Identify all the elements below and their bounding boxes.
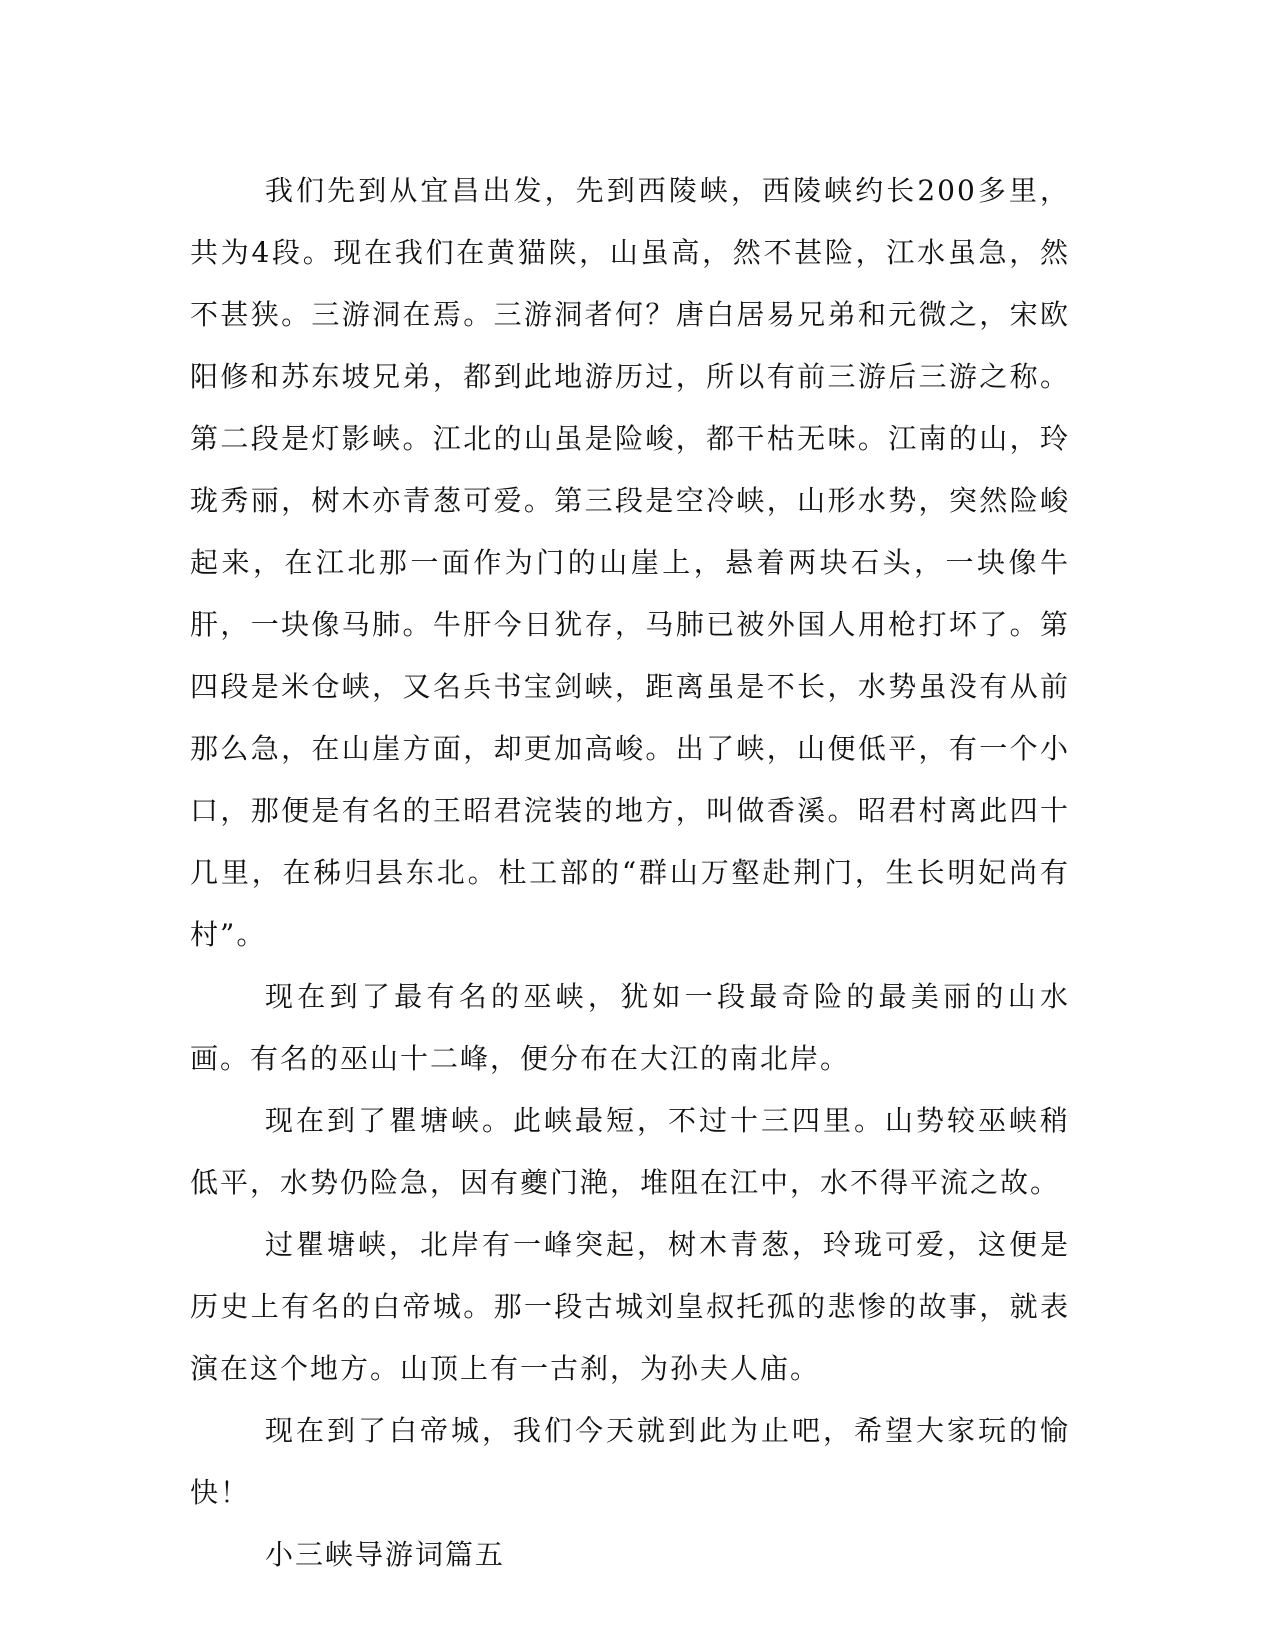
paragraph-qutang-gorge: 现在到了瞿塘峡。此峡最短，不过十三四里。山势较巫峡稍低平，水势仍险急，因有夔门滟，堆阻在江中，水不得平流之故。 [190,1104,1070,1199]
paragraph-xiling-gorge: 我们先到从宜昌出发，先到西陵峡，西陵峡约长200多里，共为4段。现在我们在黄猫陕，山虽高，然不甚险，江水虽急，然不甚狭。三游洞在焉。三游洞者何？唐白居易兄弟和元微之，宋欧阳修和苏东坡兄弟，都到此地游历过，所以有前三游后三游之称。第二段是灯影峡。江北的山虽是险峻，都干枯无味。江南的山，玲珑秀丽，树木亦青葱可爱。第三段是空冷峡，山形水势，突然险峻起来，在江北那一面作为门的山崖上，悬着两块石头，一块像牛肝，一块像马肺。牛肝今日犹存，马肺已被外国人用枪打坏了。第四段是米仓峡，又名兵书宝剑峡，距离虽是不长，水势虽没有从前那么急，在山崖方面，却更加高峻。出了峡，山便低平，有一个小口，那便是有名的王昭君浣装的地方，叫做香溪。昭君村离此四十几里，在秭归县东北。杜工部的“群山万壑赴荆门，生长明妃尚有村”。 [190,174,1070,951]
paragraph-closing: 现在到了白帝城，我们今天就到此为止吧，希望大家玩的愉快！ [190,1414,1070,1509]
paragraph-wu-gorge: 现在到了最有名的巫峡，犹如一段最奇险的最美丽的山水画。有名的巫山十二峰，便分布在大江的南北岸。 [190,980,1070,1075]
body-text [190,160,1070,1586]
section-heading: 小三峡导游词篇五 [265,1538,506,1571]
paragraph-baidi-city: 过瞿塘峡，北岸有一峰突起，树木青葱，玲珑可爱，这便是历史上有名的白帝城。那一段古城刘皇叔托孤的悲惨的故事，就表演在这个地方。山顶上有一古刹，为孙夫人庙。 [190,1228,1070,1385]
